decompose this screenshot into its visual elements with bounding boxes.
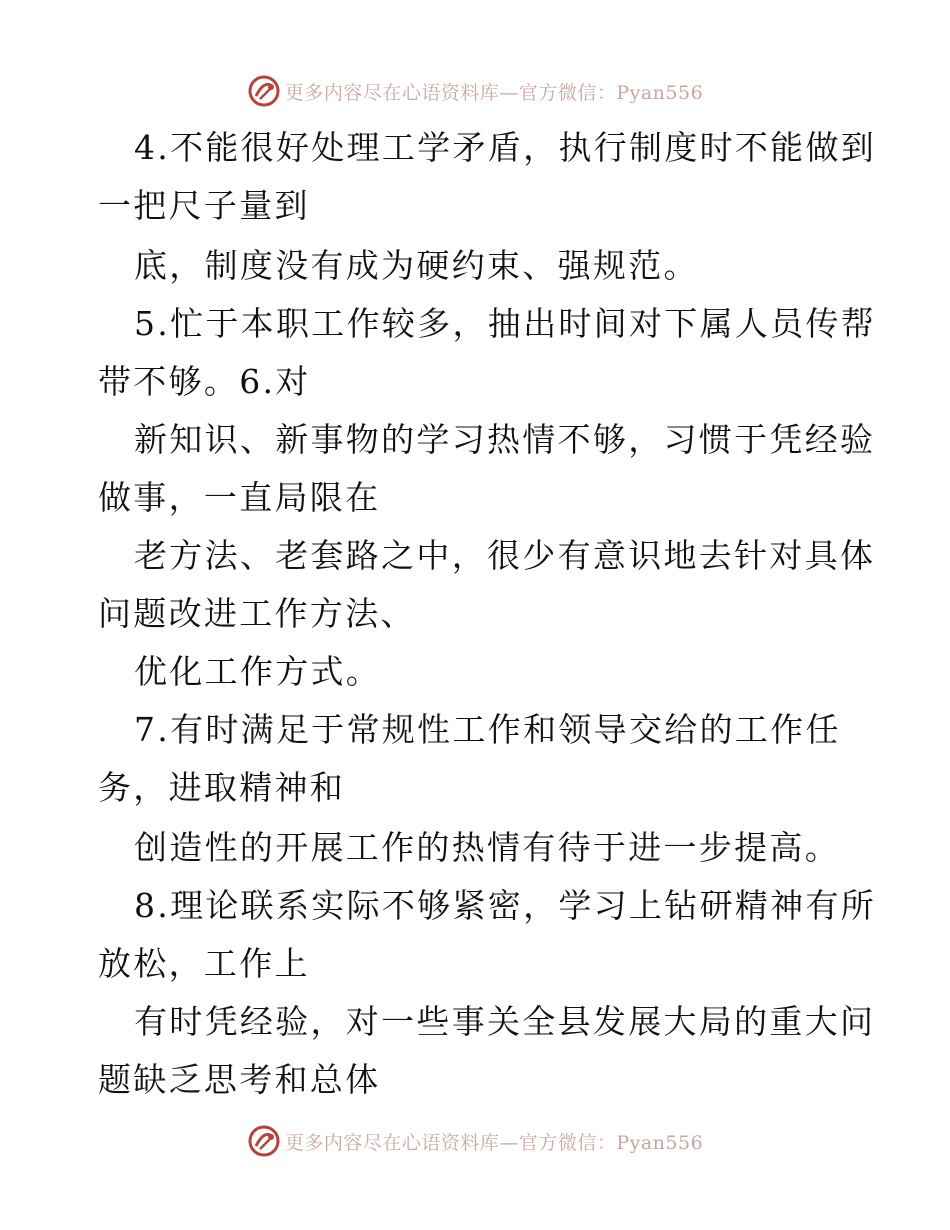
text-line: 做事，一直局限在: [98, 478, 381, 517]
text-line: 5.忙于本职工作较多，抽出时间对下属人员传帮: [134, 304, 877, 343]
text-line: 7.有时满足于常规性工作和领导交给的工作任: [134, 710, 841, 749]
footer-watermark-banner: [0, 1121, 950, 1161]
text-line: 8.理论联系实际不够紧密，学习上钻研精神有所: [134, 886, 877, 925]
text-line: 问题改进工作方法、: [98, 594, 416, 633]
seal-logo-icon: [247, 1124, 281, 1158]
text-line: 务，进取精神和: [98, 768, 346, 807]
text-line: 新知识、新事物的学习热情不够，习惯于凭经验: [134, 420, 876, 459]
header-watermark-banner: [0, 71, 950, 111]
text-line: 底，制度没有成为硬约束、强规范。: [134, 246, 699, 285]
text-line: 带不够。6.对: [98, 362, 311, 401]
seal-logo-icon: [247, 74, 281, 108]
text-line: 放松，工作上: [98, 944, 310, 983]
text-line: 优化工作方式。: [134, 652, 382, 691]
text-line: 老方法、老套路之中，很少有意识地去针对具体: [134, 536, 876, 575]
text-line: 4.不能很好处理工学矛盾，执行制度时不能做到: [134, 128, 877, 167]
header-banner-text: 更多内容尽在心语资料库—官方微信：Pyan556: [284, 81, 704, 104]
text-line: 题缺乏思考和总体: [98, 1060, 381, 1099]
text-line: 创造性的开展工作的热情有待于进一步提高。: [134, 828, 840, 867]
footer-banner-text: 更多内容尽在心语资料库—官方微信：Pyan556: [284, 1131, 704, 1154]
text-line: 有时凭经验，对一些事关全县发展大局的重大问: [134, 1002, 876, 1041]
text-line: 一把尺子量到: [98, 186, 310, 225]
